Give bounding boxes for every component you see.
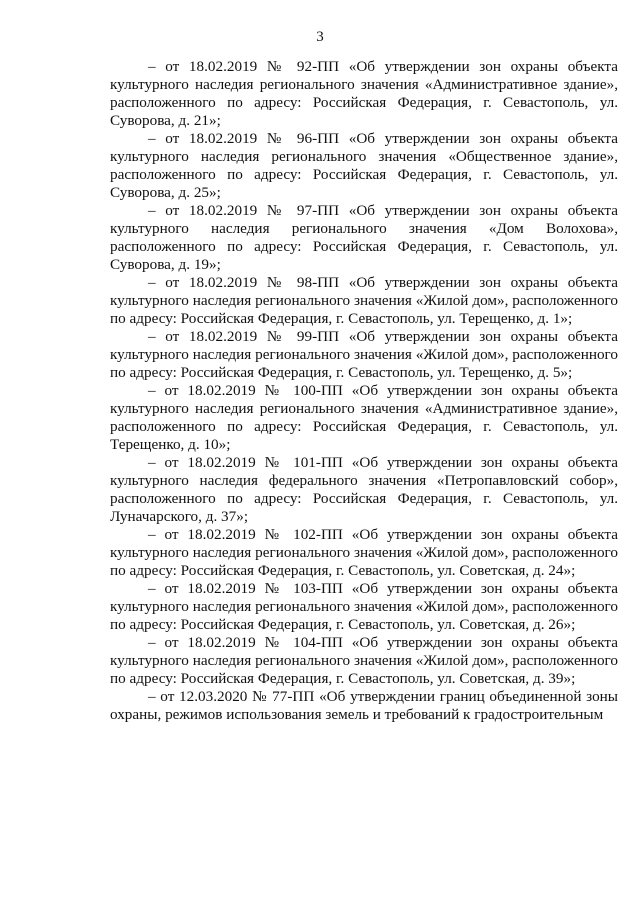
page-number: 3: [316, 29, 324, 45]
list-item: – от 18.02.2019 № 98-ПП «Об утверждении зон охраны объекта культурного наследия регионального значения «Жилой дом», расположенного по адресу: Российская Федерация, г. Севастополь, ул. Терещенко, д. 1»;: [110, 274, 618, 327]
list-item: – от 18.02.2019 № 101-ПП «Об утверждении зон охраны объекта культурного наследия федерального значения «Петропавловский собор», расположенного по адресу: Российская Федерация, г. Севастополь, ул. Луначарского, д. 37»;: [110, 454, 618, 525]
list-item: – от 18.02.2019 № 102-ПП «Об утверждении зон охраны объекта культурного наследия регионального значения «Жилой дом», расположенного по адресу: Российская Федерация, г. Севастополь, ул. Советская, д. 24»;: [110, 526, 618, 579]
list-item: – от 18.02.2019 № 92-ПП «Об утверждении зон охраны объекта культурного наследия регионального значения «Административное здание», расположенного по адресу: Российская Федерация, г. Севастополь, ул. Суворова, д. 21»;: [110, 58, 618, 129]
list-item: – от 12.03.2020 № 77-ПП «Об утверждении границ объединенной зоны охраны, режимов использования земель и требований к градостроительным: [110, 688, 618, 723]
list-item: – от 18.02.2019 № 103-ПП «Об утверждении зон охраны объекта культурного наследия регионального значения «Жилой дом», расположенного по адресу: Российская Федерация, г. Севастополь, ул. Советская, д. 26»;: [110, 580, 618, 633]
list-item: – от 18.02.2019 № 99-ПП «Об утверждении зон охраны объекта культурного наследия регионального значения «Жилой дом», расположенного по адресу: Российская Федерация, г. Севастополь, ул. Терещенко, д. 5»;: [110, 328, 618, 381]
list-item: – от 18.02.2019 № 97-ПП «Об утверждении зон охраны объекта культурного наследия регионального значения «Дом Волохова», расположенного по адресу: Российская Федерация, г. Севастополь, ул. Суворова, д. 19»;: [110, 202, 618, 273]
list-item: – от 18.02.2019 № 104-ПП «Об утверждении зон охраны объекта культурного наследия регионального значения «Жилой дом», расположенного по адресу: Российская Федерация, г. Севастополь, ул. Советская, д. 39»;: [110, 634, 618, 687]
document-body: [110, 58, 618, 724]
list-item: – от 18.02.2019 № 100-ПП «Об утверждении зон охраны объекта культурного наследия регионального значения «Административное здание», расположенного по адресу: Российская Федерация, г. Севастополь, ул. Терещенко, д. 10»;: [110, 382, 618, 453]
list-item: – от 18.02.2019 № 96-ПП «Об утверждении зон охраны объекта культурного наследия регионального значения «Общественное здание», расположенного по адресу: Российская Федерация, г. Севастополь, ул. Суворова, д. 25»;: [110, 130, 618, 201]
